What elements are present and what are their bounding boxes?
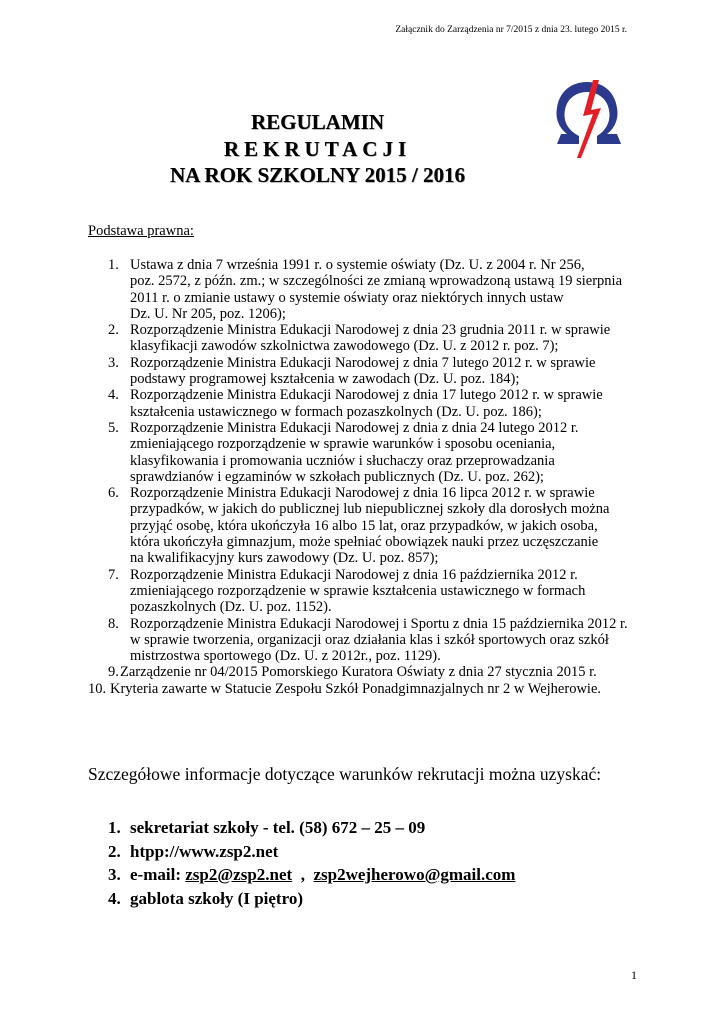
list-item <box>88 387 640 420</box>
list-line: która ukończyła gimnazjum, może spełniać obowiązek nauki przez uczęszczanie <box>130 534 599 551</box>
list-line: Rozporządzenie Ministra Edukacji Narodowej z dnia 16 lipca 2012 r. w sprawie <box>130 485 595 502</box>
list-line: Rozporządzenie Ministra Edukacji Narodowej z dnia 23 grudnia 2011 r. w sprawie <box>130 322 611 339</box>
list-line: Rozporządzenie Ministra Edukacji Narodowej z dnia z dnia 24 lutego 2012 r. <box>130 419 579 436</box>
list-line: poz. 2572, z późn. zm.; w szczególności ze zmianą wprowadzoną ustawą 19 sierpnia <box>130 273 623 290</box>
list-line: 2011 r. o zmianie ustawy o systemie oświaty oraz niektórych innych ustaw <box>130 289 564 306</box>
list-number: 6. <box>108 485 119 502</box>
list-line: zmieniającego rozporządzenie w sprawie warunków i sposobu oceniania, <box>130 436 556 453</box>
list-number: 5. <box>108 419 119 436</box>
list-line: Rozporządzenie Ministra Edukacji Narodowej z dnia 7 lutego 2012 r. w sprawie <box>130 354 596 371</box>
list-number: 10. <box>88 680 107 697</box>
list-line: przyjąć osobę, która ukończyła 16 albo 15 lat, oraz przypadków, w jakich osoba, <box>130 517 598 534</box>
info-intro: Szczegółowe informacje dotyczące warunków rekrutacji można uzyskać: <box>88 764 602 784</box>
list-line: klasyfikowania i promowania uczniów i słuchaczy oraz przeprowadzania <box>130 452 555 469</box>
list-number: 1. <box>108 818 121 837</box>
title-rekrutacji: REKRUTACJI <box>223 137 412 161</box>
list-number: 3. <box>108 865 121 884</box>
list-item <box>88 257 640 322</box>
list-number: 4. <box>108 888 121 908</box>
list-number: 1. <box>108 257 119 273</box>
list-line: Rozporządzenie Ministra Edukacji Narodowej z dnia 17 lutego 2012 r. w sprawie <box>130 387 603 404</box>
list-number: 4. <box>108 387 119 404</box>
list-line: Ustawa z dnia 7 września 1991 r. o systemie oświaty (Dz. U. z 2004 r. Nr 256, <box>130 257 585 273</box>
title-school-year: NA ROK SZKOLNY 2015 / 2016 <box>169 163 465 187</box>
list-line: zmieniającego rozporządzenie w sprawie kształcenia ustawicznego w formach <box>130 582 586 599</box>
contact-text: gablota szkoły (I piętro) <box>130 888 303 908</box>
contact-item-noticeboard <box>108 887 515 911</box>
list-item <box>88 681 640 697</box>
list-line: pozaszkolnych (Dz. U. poz. 1152). <box>130 599 332 616</box>
contact-item-secretariat <box>108 816 515 840</box>
list-number: 9. <box>108 664 119 681</box>
list-line: sprawdzianów i egzaminów w szkołach publicznych (Dz. U. poz. 262); <box>130 468 544 485</box>
list-item <box>88 616 640 665</box>
list-line: w sprawie tworzenia, organizacji oraz działania klas i szkół sportowych oraz szkół <box>130 631 609 648</box>
email-link-zsp2[interactable]: zsp2@zsp2.net <box>185 865 293 884</box>
legal-basis-heading: Podstawa prawna: <box>88 223 194 239</box>
list-number: 7. <box>108 566 119 583</box>
list-number: 2. <box>108 322 119 339</box>
list-line: na kwalifikacyjny kurs zawodowy (Dz. U. poz. 857); <box>130 550 439 567</box>
list-line: przypadków, w jakich do publicznej lub niepublicznej szkoły dla dorosłych można <box>130 501 610 518</box>
list-item <box>88 664 640 680</box>
contact-item-email <box>108 863 515 887</box>
email-label: e-mail: <box>130 865 186 884</box>
list-item <box>88 420 640 485</box>
list-item <box>88 567 640 616</box>
list-line: klasyfikacji zawodów szkolnictwa zawodowego (Dz. U. z 2012 r. poz. 7); <box>130 338 559 355</box>
email-link-gmail[interactable]: zsp2wejherowo@gmail.com <box>313 865 516 884</box>
list-line: Kryteria zawarte w Statucie Zespołu Szkół Ponadgimnazjalnych nr 2 w Wejherowie. <box>110 680 602 697</box>
legal-basis-list <box>88 257 640 697</box>
email-separator: , <box>292 865 314 884</box>
list-line: Dz. U. Nr 205, poz. 1206); <box>130 305 286 322</box>
list-line: podstawy programowej kształcenia w zawodach (Dz. U. poz. 184); <box>130 371 520 388</box>
contact-list <box>108 816 515 910</box>
list-item <box>88 485 640 566</box>
list-number: 8. <box>108 615 119 632</box>
list-line: mistrzostwa sportowego (Dz. U. z 2012r., poz. 1129). <box>130 648 441 665</box>
website-link[interactable]: htpp://www.zsp2.net <box>130 841 279 861</box>
page-number: 1 <box>631 968 637 982</box>
list-number: 2. <box>108 841 121 861</box>
list-line: Zarządzenie nr 04/2015 Pomorskiego Kuratora Oświaty z dnia 27 stycznia 2015 r. <box>120 664 597 681</box>
contact-text: sekretariat szkoły - tel. (58) 672 – 25 – 09 <box>130 818 426 837</box>
list-line: kształcenia ustawicznego w formach pozaszkolnych (Dz. U. poz. 186); <box>130 403 542 420</box>
header-note: Załącznik do Zarządzenia nr 7/2015 z dnia 23. lutego 2015 r. <box>395 25 627 35</box>
contact-item-website <box>108 840 515 864</box>
list-line: Rozporządzenie Ministra Edukacji Narodowej i Sportu z dnia 15 października 2012 r. <box>130 615 628 632</box>
list-line: Rozporządzenie Ministra Edukacji Narodowej z dnia 16 października 2012 r. <box>130 566 578 583</box>
list-item <box>88 355 640 388</box>
list-item <box>88 322 640 355</box>
list-number: 3. <box>108 354 119 371</box>
title-regulamin: REGULAMIN <box>250 110 384 134</box>
